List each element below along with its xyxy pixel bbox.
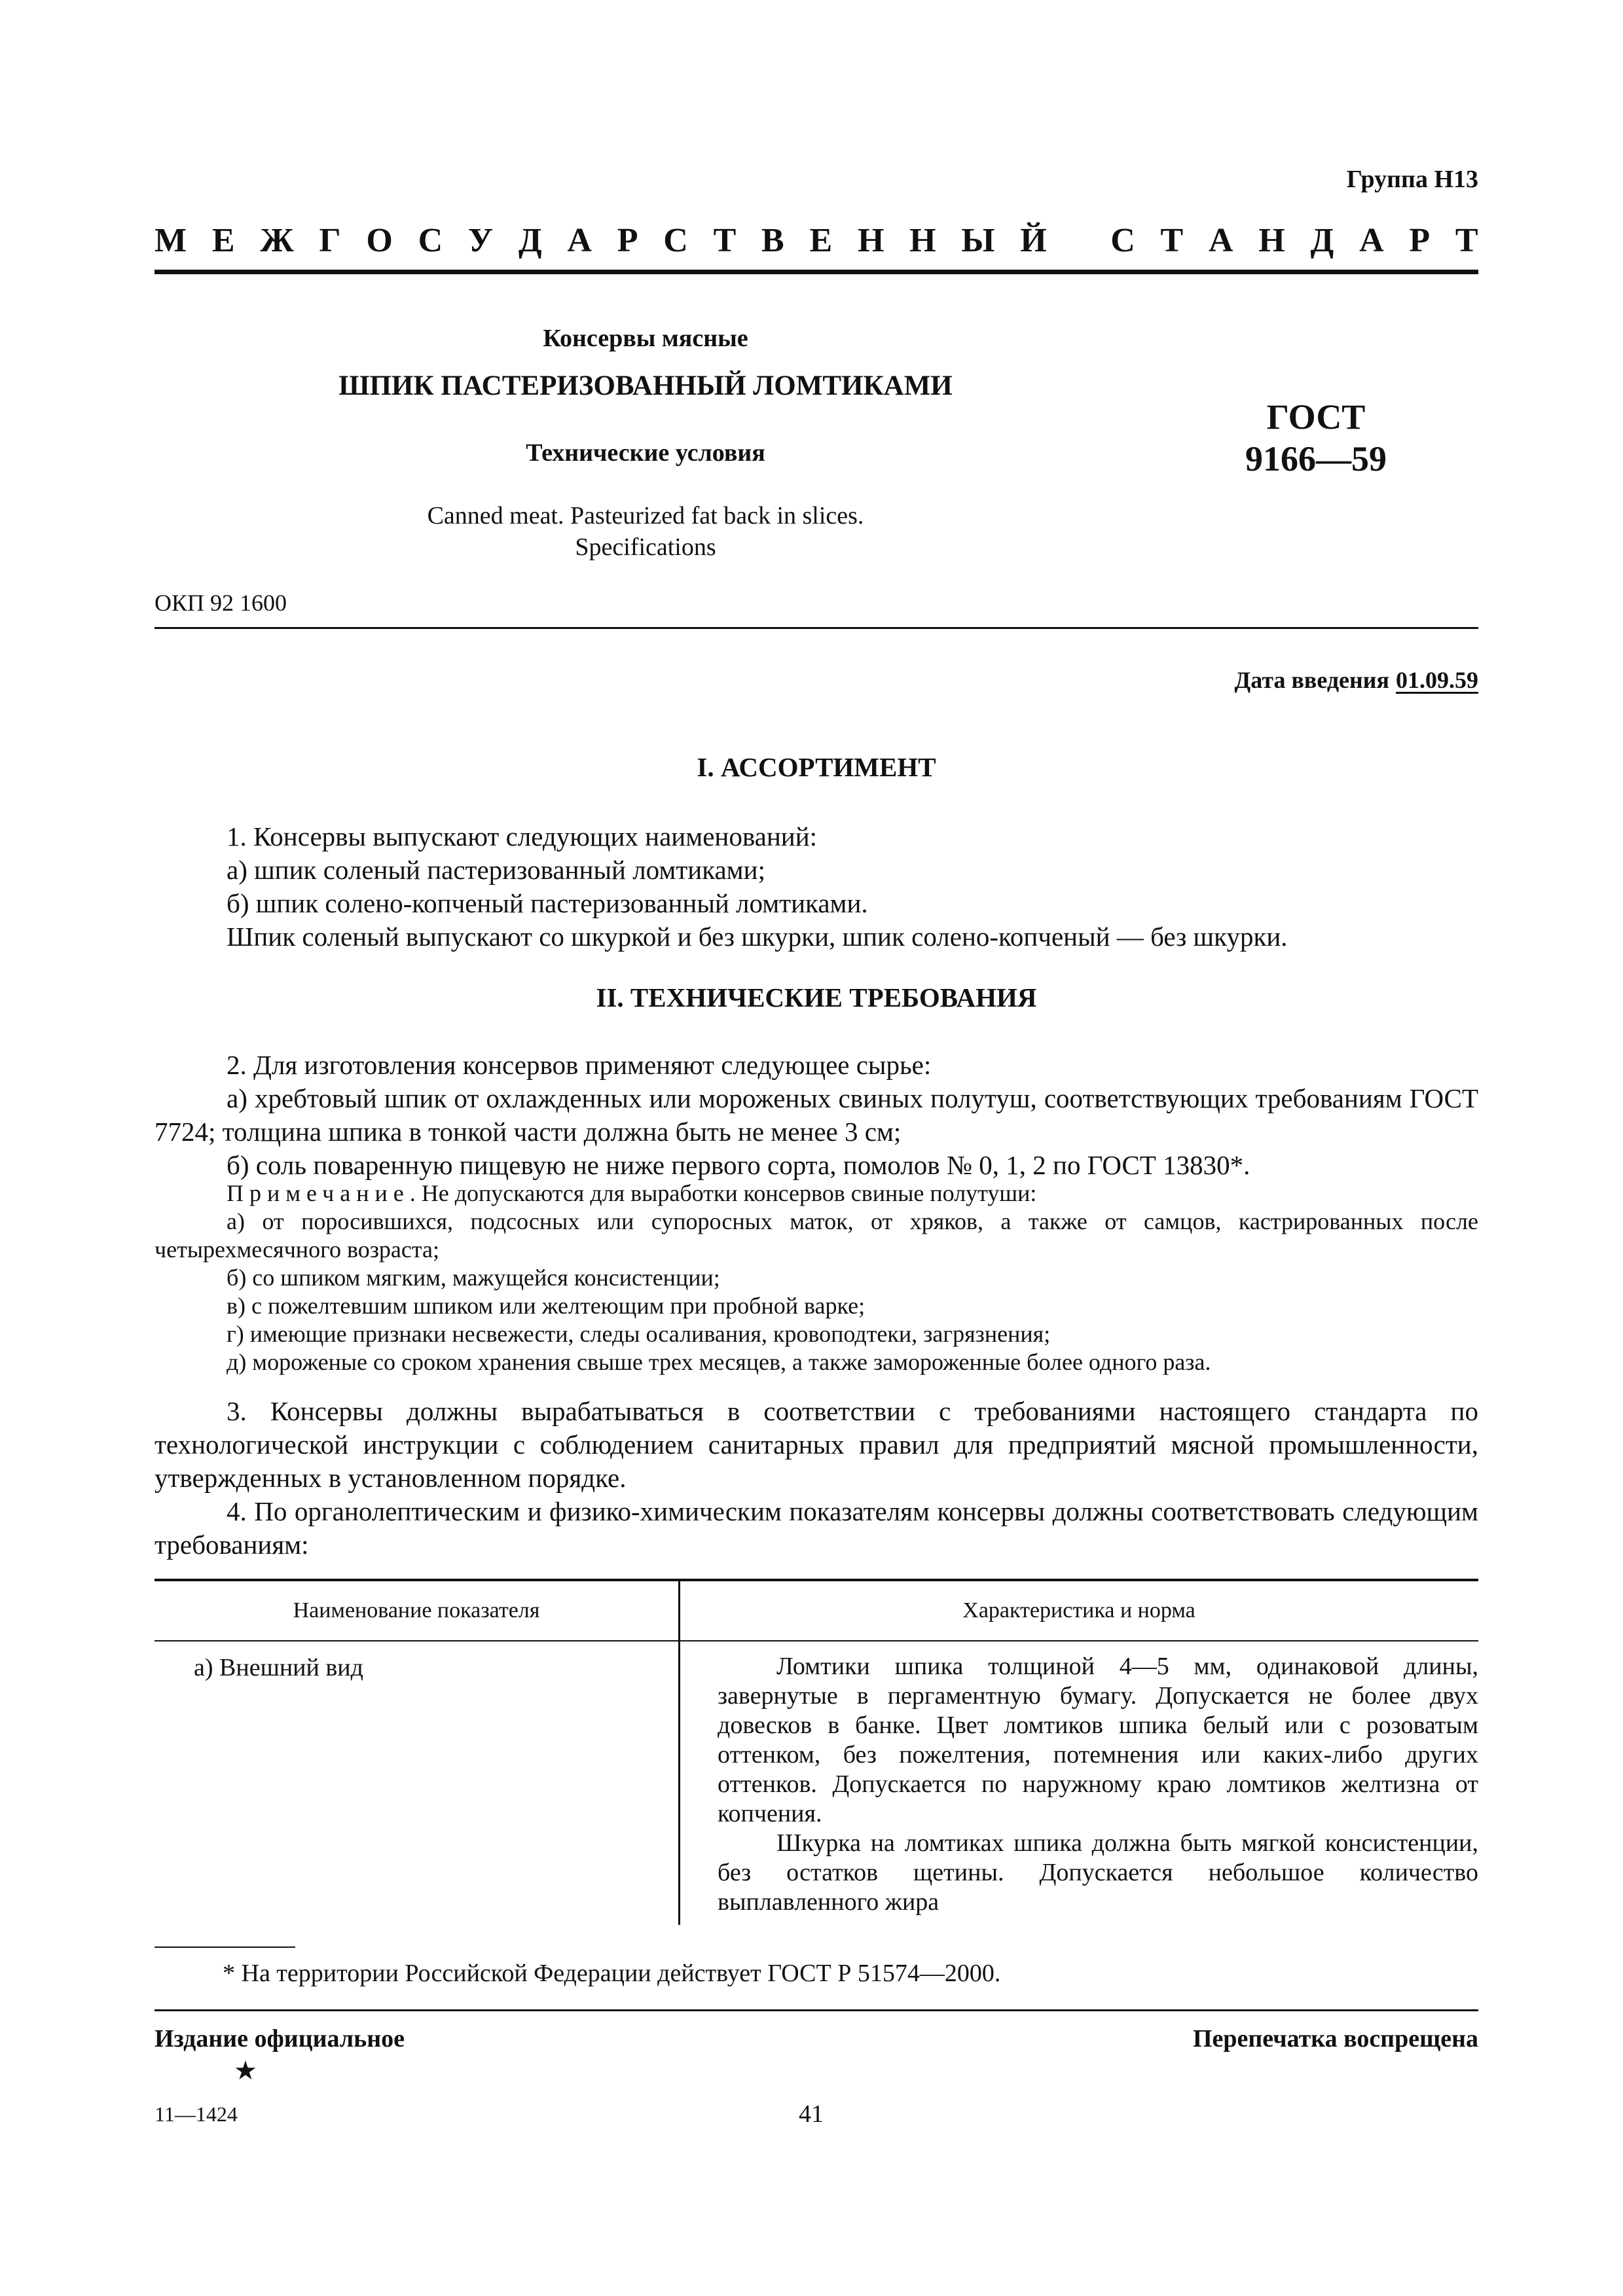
english-title-line1: Canned meat. Pasteurized fat back in slices.	[427, 502, 864, 529]
table-cell-paragraph: Шкурка на ломтиках шпика должна быть мягкой консистенции, без остатков щетины. Допускается небольшое количество выплавленного жира	[718, 1829, 1478, 1916]
table-header-divider	[155, 1640, 1478, 1641]
banner-letter: Т	[713, 222, 737, 259]
english-title	[155, 500, 1137, 563]
table-cell-indicator: а) Внешний вид	[194, 1654, 363, 1681]
banner-letter: Н	[1258, 222, 1285, 259]
banner-letter: Ы	[961, 222, 995, 259]
product-category: Консервы мясные	[543, 325, 748, 352]
gost-label: ГОСТ	[1266, 397, 1366, 437]
banner-letter: А	[1359, 222, 1384, 259]
note-intro	[155, 1179, 1478, 1208]
banner-letter	[1072, 221, 1085, 260]
table-header-characteristic: Характеристика и норма	[962, 1598, 1195, 1623]
paragraph: 3. Консервы должны вырабатываться в соответствии с требованиями настоящего стандарта по технологической инструкции с соблюдением санитарных правил для предприятий мясной промышленности, утвержденных в установленном порядке.	[155, 1396, 1478, 1493]
group-code: Группа Н13	[1346, 166, 1478, 193]
banner-letter: Д	[1310, 222, 1334, 259]
gost-number: 9166—59	[1245, 439, 1387, 478]
okp-rule	[155, 627, 1478, 629]
section-heading-assortment: I. АССОРТИМЕНТ	[697, 752, 936, 782]
banner-letter: Р	[617, 222, 638, 259]
effective-date-label: Дата введения	[1234, 667, 1389, 693]
footnote: * На территории Российской Федерации действует ГОСТ Р 51574—2000.	[223, 1960, 1001, 1987]
document-title: ШПИК ПАСТЕРИЗОВАННЫЙ ЛОМТИКАМИ	[338, 370, 953, 401]
paragraph: а) шпик соленый пастеризованный ломтиками;	[227, 855, 765, 885]
banner-letter: С	[1110, 222, 1135, 259]
banner-letter: Й	[1020, 222, 1047, 259]
banner-letter: Д	[518, 222, 542, 259]
paragraph: б) соль поваренную пищевую не ниже первого сорта, помолов № 0, 1, 2 по ГОСТ 13830*.	[227, 1150, 1250, 1180]
official-edition-label: Издание официальное	[155, 2025, 405, 2053]
paragraph: 1. Консервы выпускают следующих наименований:	[227, 821, 818, 852]
note-label: Примечание	[227, 1180, 410, 1206]
effective-date-value: 01.09.59	[1396, 667, 1478, 693]
table-cell-paragraph: Ломтики шпика толщиной 4—5 мм, одинаковой длины, завернутые в пергаментную бумагу. Допускается не более двух довесков в банке. Цвет ломтиков шпика белый или с розоватым оттенком, без пожелтения, потемнения или каких-либо других оттенков. Допускается по наружному краю ломтиков желтизна от копчения.	[718, 1653, 1478, 1827]
note-item: б) со шпиком мягким, мажущейся консистенции;	[227, 1265, 720, 1291]
assortment-text	[155, 820, 1478, 954]
header-rule	[155, 270, 1478, 274]
interstate-standard-banner	[155, 221, 1478, 260]
banner-letter: Ж	[260, 222, 294, 259]
paragraph: а) хребтовый шпик от охлажденных или мороженых свиных полутуш, соответствующих требованиям ГОСТ 7724; толщина шпика в тонкой части должна быть не менее 3 см;	[155, 1083, 1478, 1147]
banner-letter: С	[663, 222, 688, 259]
table-header-indicator: Наименование показателя	[293, 1598, 540, 1623]
table-column-divider	[678, 1581, 680, 1925]
note-item: д) мороженые со сроком хранения свыше трех месяцев, а также замороженные более одного раза.	[227, 1349, 1211, 1375]
effective-date	[1235, 666, 1479, 694]
banner-letter: Р	[1409, 222, 1431, 259]
banner-letter: О	[366, 222, 393, 259]
banner-letter: Г	[319, 222, 341, 259]
banner-letter: Т	[1455, 222, 1478, 259]
requirements-text	[155, 1049, 1478, 1182]
banner-letter: Е	[211, 222, 235, 259]
english-title-line2: Specifications	[575, 533, 716, 561]
banner-letter: М	[155, 222, 187, 259]
footnote-rule	[155, 1946, 295, 1948]
note-item: в) с пожелтевшим шпиком или желтеющим при пробной варке;	[227, 1293, 866, 1319]
note-block	[155, 1179, 1478, 1376]
requirements-table	[155, 1579, 1478, 1925]
paragraph: 4. По органолептическим и физико-химическим показателям консервы должны соответствовать следующим требованиям:	[155, 1496, 1478, 1560]
reprint-prohibited-label: Перепечатка воспрещена	[1192, 2025, 1478, 2053]
gost-designation	[1198, 396, 1434, 480]
banner-letter: Т	[1160, 222, 1184, 259]
paragraph: б) шпик солено-копченый пастеризованный ломтиками.	[227, 888, 868, 918]
requirements-text-continued	[155, 1395, 1478, 1562]
paragraph: Шпик соленый выпускают со шкуркой и без шкурки, шпик солено-копченый — без шкурки.	[227, 922, 1288, 952]
page-number: 41	[799, 2100, 824, 2128]
banner-letter: С	[418, 222, 443, 259]
banner-letter: Н	[909, 222, 936, 259]
banner-letter: А	[1208, 222, 1233, 259]
banner-letter: Н	[857, 222, 884, 259]
banner-letter: А	[567, 222, 592, 259]
paragraph: 2. Для изготовления консервов применяют следующее сырье:	[227, 1050, 932, 1080]
okp-code: ОКП 92 1600	[155, 590, 287, 616]
print-code: 11—1424	[155, 2102, 238, 2126]
section-heading-technical-requirements: II. ТЕХНИЧЕСКИЕ ТРЕБОВАНИЯ	[596, 982, 1037, 1013]
note-intro-text: . Не допускаются для выработки консервов свиные полутуши:	[409, 1180, 1037, 1206]
table-cell-characteristic	[718, 1652, 1478, 1917]
note-item: а) от поросившихся, подсосных или супоросных маток, от хряков, а также от самцов, кастрированных после четырехмесячного возраста;	[155, 1208, 1478, 1263]
banner-letter: В	[761, 222, 784, 259]
footer-rule	[155, 2009, 1478, 2011]
banner-letter: У	[467, 222, 494, 259]
document-subtitle: Технические условия	[526, 439, 765, 467]
star-icon: ★	[234, 2056, 257, 2085]
note-item: г) имеющие признаки несвежести, следы осаливания, кровоподтеки, загрязнения;	[227, 1321, 1051, 1347]
banner-letter: Е	[809, 222, 833, 259]
